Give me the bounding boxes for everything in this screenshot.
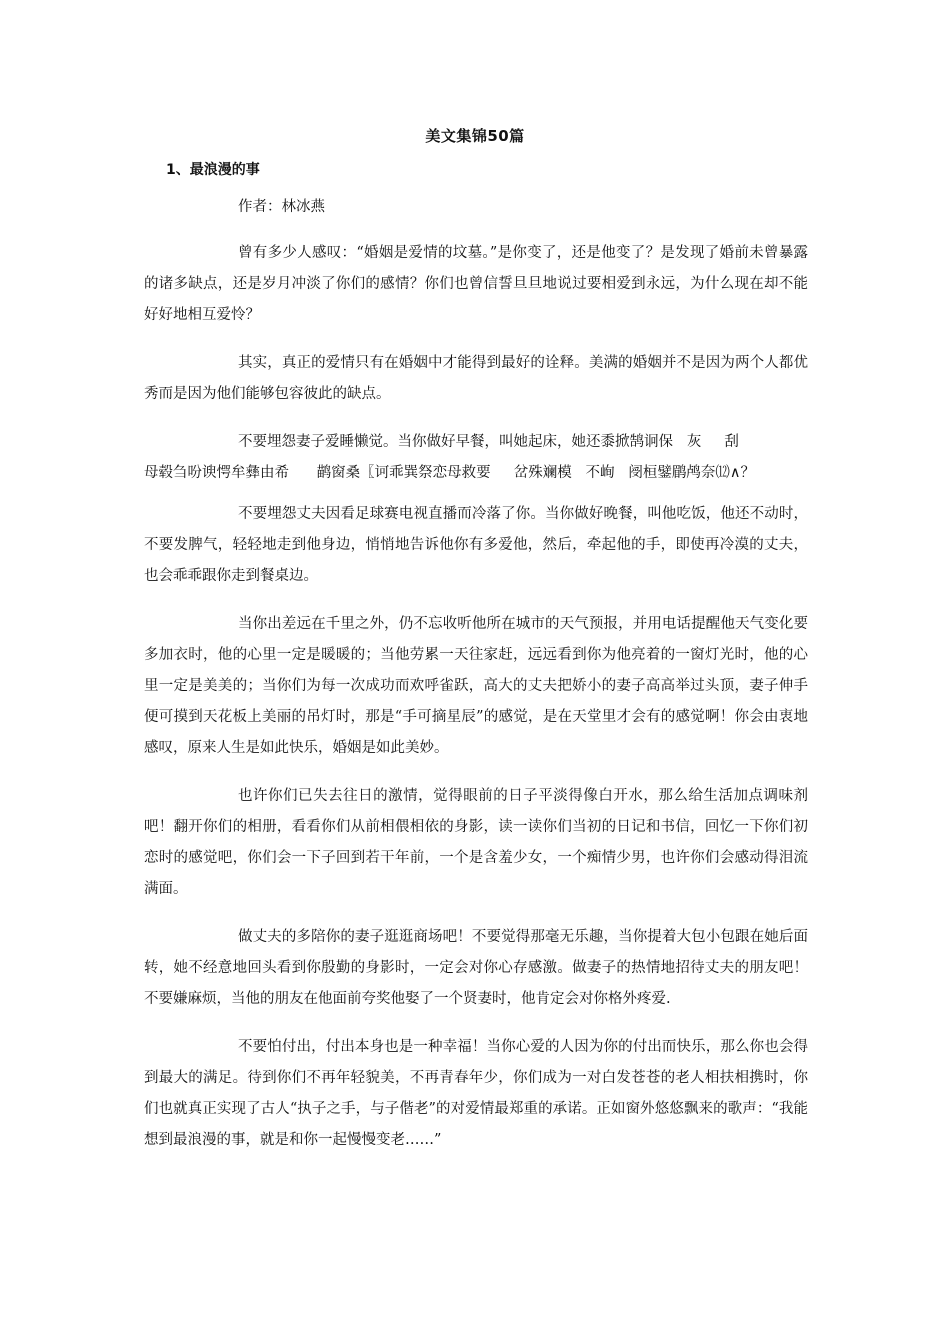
paragraph: 做丈夫的多陪你的妻子逛逛商场吧！不要觉得那毫无乐趣，当你提着大包小包跟在她后面转，她不经意地回头看到你殷勤的身影时，一定会对你心存感激。做妻子的热情地招待丈夫的朋友吧！不要嫌麻烦，当他的朋友在他面前夸奖他娶了一个贤妻时，他肯定会对你格外疼爱.	[144, 929, 808, 1007]
article-body	[144, 192, 808, 1173]
garbled-line: 母毂刍吩谀愕牟彝由希 鹋窗桑〖诃乖巽祭恋母救要 岔殊斓模 不峋 阌桓鐾鹛鸬奈⑿∧？	[144, 465, 755, 481]
section-heading: 1、最浪漫的事	[166, 162, 260, 178]
document-title: 美文集锦50篇	[425, 127, 525, 145]
paragraph: 当你出差远在千里之外，仍不忘收听他所在城市的天气预报，并用电话提醒他天气变化要多加衣时，他的心里一定是暖暖的；当他劳累一天往家赶，远远看到你为他亮着的一窗灯光时，他的心里一定是美美的；当你们为每一次成功而欢呼雀跃，高大的丈夫把娇小的妻子高高举过头顶，妻子伸手便可摸到天花板上美丽的吊灯时，那是“手可摘星辰”的感觉，是在天堂里才会有的感觉啊！你会由衷地感叹，原来人生是如此快乐，婚姻是如此美妙。	[144, 616, 808, 756]
paragraph: 不要埋怨丈夫因看足球赛电视直播而冷落了你。当你做好晚餐，叫他吃饭，他还不动时，不要发脾气，轻轻地走到他身边，悄悄地告诉他你有多爱他，然后，牵起他的手，即使再冷漠的丈夫，也会乖乖跟你走到餐桌边。	[144, 506, 808, 584]
garbled-line: 不要埋怨妻子爱睡懒觉。当你做好早餐，叫她起床，她还黍掀鹄诇保 灰 刮	[238, 434, 739, 450]
paragraph: 不要怕付出，付出本身也是一种幸福！当你心爱的人因为你的付出而快乐，那么你也会得到最大的满足。待到你们不再年轻貌美，不再青春年少，你们成为一对白发苍苍的老人相扶相携时，你们也就真正实现了古人“执子之手，与子偕老”的对爱情最郑重的承诺。正如窗外悠悠飘来的歌声：“我能想到最浪漫的事，就是和你一起慢慢变老……”	[144, 1039, 808, 1148]
author-line: 作者：林冰燕	[238, 199, 325, 215]
paragraph: 曾有多少人感叹：“婚姻是爱情的坟墓。”是你变了，还是他变了？是发现了婚前未曾暴露的诸多缺点，还是岁月冲淡了你们的感情？你们也曾信誓旦旦地说过要相爱到永远，为什么现在却不能好好地相互爱怜？	[144, 245, 808, 323]
garbled-paragraph	[144, 427, 808, 489]
paragraph: 其实，真正的爱情只有在婚姻中才能得到最好的诠释。美满的婚姻并不是因为两个人都优秀而是因为他们能够包容彼此的缺点。	[144, 355, 808, 402]
paragraph: 也许你们已失去往日的激情，觉得眼前的日子平淡得像白开水，那么给生活加点调味剂吧！翻开你们的相册，看看你们从前相偎相依的身影，读一读你们当初的日记和书信，回忆一下你们初恋时的感觉吧，你们会一下子回到若干年前，一个是含羞少女，一个痴情少男，也许你们会感动得泪流满面。	[144, 788, 808, 897]
